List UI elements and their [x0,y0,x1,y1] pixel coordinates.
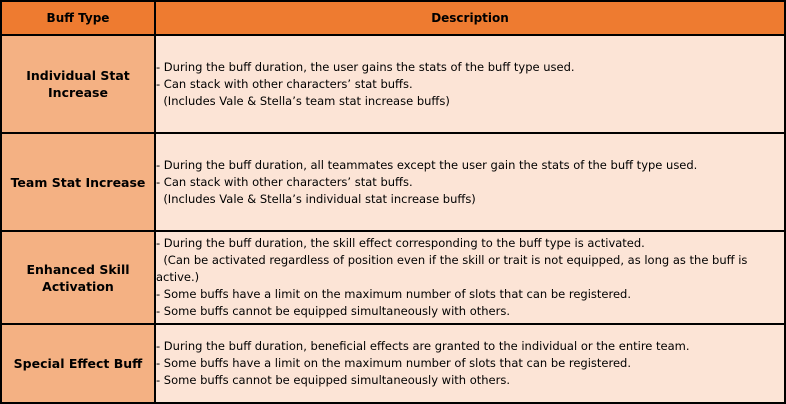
header-row [1,1,785,35]
header-buff-type: Buff Type [1,1,155,35]
table-row [1,35,785,133]
description-cell [155,35,785,133]
buff-type-cell: Individual Stat Increase [1,35,155,133]
description-line: - Can stack with other characters’ stat buffs. [156,174,413,189]
description-line: - During the buff duration, the skill effect corresponding to the buff type is activated. [156,236,645,250]
description-line: - Some buffs have a limit on the maximum number of slots that can be registered. [156,356,632,370]
description-line: - During the buff duration, the user gains the stats of the buff type used. [156,59,575,74]
buff-type-cell: Special Effect Buff [1,324,155,403]
description-line: (Can be activated regardless of position even if the skill or trait is not equipped, as long as the buff is active.) [156,253,752,284]
description-line: (Includes Vale & Stella’s team stat increase buffs) [156,93,450,108]
table-row [1,133,785,231]
description-line: - Some buffs cannot be equipped simultaneously with others. [156,373,511,387]
description-cell [155,231,785,324]
description-cell [155,324,785,403]
table-row [1,231,785,324]
buff-type-cell: Team Stat Increase [1,133,155,231]
description-line: - Some buffs cannot be equipped simultaneously with others. [156,304,511,318]
description-line: - During the buff duration, all teammates except the user gain the stats of the buff type used. [156,157,698,172]
description-line: (Includes Vale & Stella’s individual stat increase buffs) [156,191,476,206]
description-line: - Can stack with other characters’ stat buffs. [156,76,413,91]
description-line: - During the buff duration, beneficial effects are granted to the individual or the entire team. [156,339,690,353]
description-line: - Some buffs have a limit on the maximum number of slots that can be registered. [156,287,632,301]
buff-type-cell: Enhanced Skill Activation [1,231,155,324]
description-cell [155,133,785,231]
table-row [1,324,785,403]
header-description: Description [155,1,785,35]
